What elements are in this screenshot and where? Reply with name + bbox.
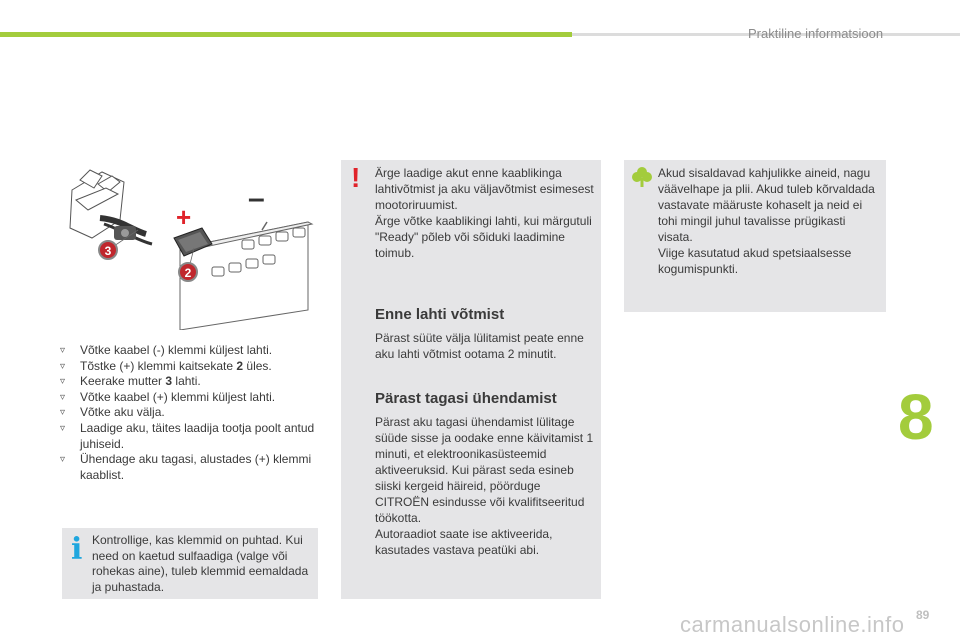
svg-text:3: 3 [104,244,112,258]
step-item: ▿ Võtke kaabel (-) klemmi küljest lahti. [60,343,273,357]
step-item: ▿ Ühendage aku tagasi, alustades (+) klemmi kaablist. [60,452,312,482]
step-item: ▿ Laadige aku, täites laadija tootja poolt antud juhiseid. [60,420,315,451]
info-box [62,528,318,599]
triangle-bullet-icon: ▿ [60,376,66,388]
svg-text:2: 2 [184,266,192,280]
step-item: ▿ Võtke aku välja. [60,405,165,420]
step-item: ▿ Keerake mutter 3 lahti. [60,374,201,389]
page-header-title: Praktiline informatsioon [748,26,884,41]
step-item: ▿ Võtke kaabel (+) klemmi küljest lahti. [60,389,276,404]
warning-exclamation-icon: ! [351,162,361,193]
page-number: 89 [916,608,930,622]
minus-sign: – [248,182,265,215]
triangle-bullet-icon: ▿ [60,422,66,434]
environment-text: Akud sisaldavad kahjulikke aineid, nagu väävelhape ja plii. Akud tuleb kõrvaldada vastavate määruste kohaselt ja neid ei tohi mingil juhul tavalisse prügikasti visata. Viige kasutatud akud spetsiaalsesse kogumispunkti. [658,166,875,276]
step-item: ▿ Tõstke (+) klemmi kaitsekate 2 üles. [60,358,272,373]
procedure-steps [60,343,322,483]
callout-2 [179,263,197,281]
info-text: Kontrollige, kas klemmid on puhtad. Kui need on kaetud sulfaadiga (valge või rohekas aine), tuleb klemmid eemaldada ja puhastada. [92,533,309,594]
section-heading-before-disconnect: Enne lahti võtmist [375,306,505,323]
triangle-bullet-icon: ▿ [60,391,66,403]
terminal-nut [114,226,136,240]
header-accent-bar [0,32,572,37]
warning-text: Ärge laadige akut enne kaablikinga lahtivõtmist ja aku väljavõtmist esimesest mootoriruumist. Ärge võtke kaablikingi lahti, kui märgutuli "Ready" põleb või sõiduki laadimine toimub. [375,166,594,260]
triangle-bullet-icon: ▿ [60,407,66,419]
plus-sign: + [176,202,192,232]
tree-eco-icon [632,166,652,188]
triangle-bullet-icon: ▿ [60,360,66,372]
battery-illustration [62,160,318,330]
callout-3 [99,241,117,259]
warning-box [341,160,601,599]
info-icon: i [71,532,83,567]
watermark: carmanualsonline.info [680,612,905,637]
environment-box [624,160,886,312]
triangle-bullet-icon: ▿ [60,345,66,356]
section-text-before-disconnect: Pärast süüte välja lülitamist peate enne aku lahti võtmist ootama 2 minutit. [375,331,584,361]
triangle-bullet-icon: ▿ [60,454,66,466]
chapter-number: 8 [898,381,934,453]
section-heading-after-reconnect: Pärast tagasi ühendamist [375,390,557,407]
section-text-after-reconnect: Pärast aku tagasi ühendamist lülitage süüde sisse ja oodake enne käivitamist 1 minuti, et elektroonikasüsteemid aktiveeruksid. Kui pärast seda esineb siiski kergeid häireid, pöörduge CITROËN esindusse või kvalifitseeritud töökotta. Autoraadiot saate ise aktiveerida, kasutades vastava peatüki abi. [375,415,594,557]
